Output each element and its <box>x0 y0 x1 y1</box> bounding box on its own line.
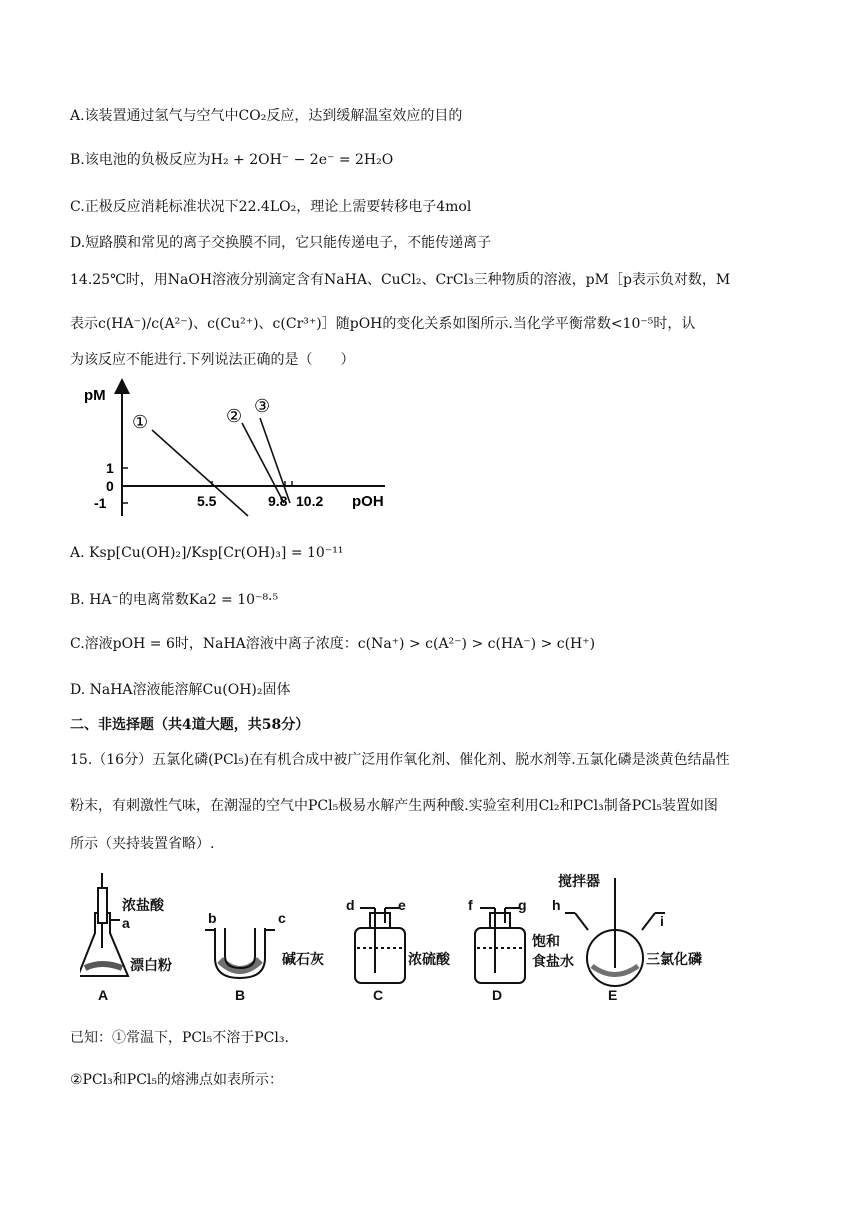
x-tick-5-5: 5.5 <box>197 493 217 509</box>
q14-stem-line3: 为该反应不能进行.下列说法正确的是（ ） <box>70 352 355 368</box>
q15-known-1: 已知：①常温下，PCl₅不溶于PCl₃. <box>70 1030 289 1046</box>
apparatus-diagram <box>80 868 720 1008</box>
x-tick-9-8: 9.8 <box>268 493 288 509</box>
curve-label-3: ③ <box>254 396 271 416</box>
port-c: c <box>278 910 286 926</box>
apparatus-d <box>475 908 525 983</box>
q13-option-b: B.该电池的负极反应为H₂ + 2OH⁻ − 2e⁻ = 2H₂O <box>70 152 394 168</box>
label-a-hcl: 浓盐酸 <box>122 897 164 913</box>
q15-line1: 15.（16分）五氯化磷(PCl₅)在有机合成中被广泛用作氧化剂、催化剂、脱水剂等.五氯化磷是淡黄色结晶性 <box>70 752 730 768</box>
y-tick-neg1: -1 <box>94 495 107 511</box>
curve-3 <box>260 418 290 503</box>
y-tick-1: 1 <box>106 460 114 476</box>
q14-stem-line2: 表示c(HA⁻)/c(A²⁻)、c(Cu²⁺)、c(Cr³⁺)］随pOH的变化关系如图所示.当化学平衡常数<10⁻⁵时，认 <box>70 316 696 332</box>
letter-e: E <box>608 987 618 1003</box>
q14-stem-line1: 14.25℃时，用NaOH溶液分别滴定含有NaHA、CuCl₂、CrCl₃三种物质的溶液，pM［p表示负对数，M <box>70 272 731 288</box>
curve-2 <box>242 423 284 503</box>
port-d: d <box>346 897 355 913</box>
q14-option-c: C.溶液pOH = 6时，NaHA溶液中离子浓度：c(Na⁺) > c(A²⁻) > c(HA⁻) > c(H⁺) <box>70 636 596 652</box>
q13-option-a: A.该装置通过氢气与空气中CO₂反应，达到缓解温室效应的目的 <box>70 108 463 124</box>
q14-graph <box>80 378 400 523</box>
q13-option-c: C.正极反应消耗标准状况下22.4LO₂，理论上需要转移电子4mol <box>70 199 472 215</box>
port-b: b <box>208 910 217 926</box>
port-h: h <box>552 897 561 913</box>
q14-option-d: D. NaHA溶液能溶解Cu(OH)₂固体 <box>70 682 291 698</box>
q13-option-d: D.短路膜和常见的离子交换膜不同，它只能传递电子，不能传递离子 <box>70 235 492 251</box>
letter-b: B <box>235 987 246 1003</box>
curve-label-1: ① <box>132 412 149 432</box>
x-axis-label: pOH <box>352 493 384 510</box>
port-g: g <box>518 897 527 913</box>
label-d-brine: 食盐水 <box>532 953 574 969</box>
q15-line2: 粉末，有刺激性气味，在潮湿的空气中PCl₅极易水解产生两种酸.实验室利用Cl₂和PCl₃制备PCl₅装置如图 <box>70 798 718 814</box>
apparatus-a <box>80 873 128 976</box>
apparatus-c <box>355 908 405 983</box>
label-d-saturated: 饱和 <box>532 933 560 949</box>
q14-option-a: A. Ksp[Cu(OH)₂]/Ksp[Cr(OH)₃] = 10⁻¹¹ <box>70 545 344 561</box>
label-c-h2so4: 浓硫酸 <box>408 951 450 967</box>
y-axis-label: pM <box>84 387 106 404</box>
letter-d: D <box>492 987 503 1003</box>
letter-c: C <box>373 987 384 1003</box>
q15-known-2: ②PCl₃和PCl₅的熔沸点如表所示： <box>70 1072 283 1088</box>
y-tick-0: 0 <box>106 478 114 494</box>
letter-a: A <box>98 987 109 1003</box>
q15-line3: 所示（夹持装置省略）. <box>70 836 215 852</box>
label-a-bleach: 漂白粉 <box>130 957 172 973</box>
section-heading: 二、非选择题（共4道大题，共58分） <box>70 717 310 733</box>
label-e-pcl3: 三氯化磷 <box>646 951 702 967</box>
port-e: e <box>398 897 406 913</box>
label-e-stirrer: 搅拌器 <box>558 873 600 889</box>
curve-label-2: ② <box>226 406 243 426</box>
q14-option-b: B. HA⁻的电离常数Ka2 = 10⁻⁸·⁵ <box>70 592 279 608</box>
x-tick-10-2: 10.2 <box>296 493 324 509</box>
port-f: f <box>468 897 473 913</box>
port-a: a <box>122 915 130 931</box>
apparatus-b <box>205 928 275 978</box>
port-i: i <box>660 913 664 929</box>
label-b-sodalime: 碱石灰 <box>282 951 324 967</box>
apparatus-e <box>565 878 665 986</box>
